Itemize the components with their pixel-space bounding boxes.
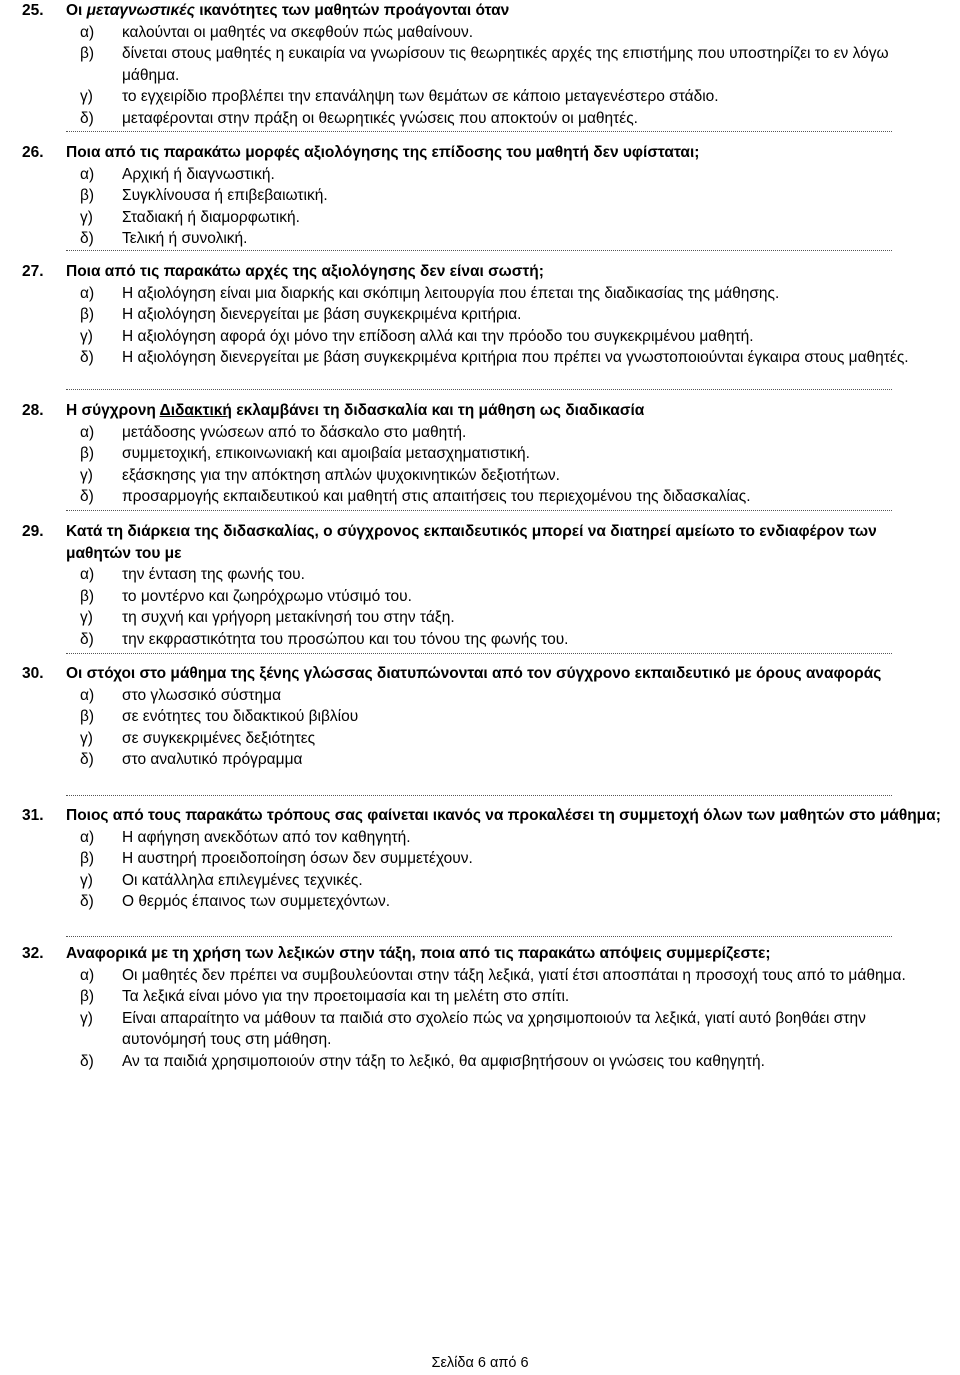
question-number: 25. [22, 2, 44, 19]
question-text: Κατά τη διάρκεια της διδασκαλίας, ο σύγχρονος εκπαιδευτικός μπορεί να διατηρεί αμείωτο το ενδιαφέρον των μαθητών του με [66, 523, 877, 562]
question-number: 28. [22, 402, 44, 419]
question-separator [66, 936, 892, 937]
option-b: β) δίνεται στους μαθητές η ευκαιρία να γνωρίσουν τις θεωρητικές αρχές της επιστήμης που υποστηρίζει το εν λόγω μάθημα. [80, 45, 889, 84]
question-separator [66, 795, 892, 796]
option-d: δ) στο αναλυτικό πρόγραμμα [80, 751, 303, 769]
question-32 [0, 943, 960, 1073]
question-separator [66, 131, 892, 132]
option-a: α) καλούνται οι μαθητές να σκεφθούν πώς μαθαίνουν. [80, 23, 474, 41]
question-30 [0, 663, 960, 771]
option-d: δ) προσαρμογής εκπαιδευτικού και μαθητή στις απαιτήσεις του περιεχομένου της διδασκαλίας. [80, 488, 751, 506]
option-d: δ) Αν τα παιδιά χρησιμοποιούν στην τάξη το λεξικό, θα αμφισβητήσουν οι γνώσεις του καθηγητή. [80, 1052, 765, 1070]
option-c: γ) σε συγκεκριμένες δεξιότητες [80, 729, 316, 747]
option-d: δ) Ο θερμός έπαινος των συμμετεχόντων. [80, 893, 391, 911]
option-b: β) συμμετοχική, επικοινωνιακή και αμοιβαία μετασχηματιστική. [80, 445, 530, 463]
question-separator [66, 250, 892, 251]
option-a: α) Η αξιολόγηση είναι μια διαρκής και σκόπιμη λειτουργία που έπεται της διαδικασίας της μάθησης. [80, 284, 780, 302]
question-separator [66, 389, 892, 390]
option-c: γ) εξάσκησης για την απόκτηση απλών ψυχοκινητικών δεξιοτήτων. [80, 466, 560, 484]
question-number: 31. [22, 807, 44, 824]
question-27 [0, 261, 960, 369]
option-c: γ) Η αξιολόγηση αφορά όχι μόνο την επίδοση αλλά και την πρόοδο του συγκεκριμένου μαθητή. [80, 327, 754, 345]
option-c: γ) Οι κατάλληλα επιλεγμένες τεχνικές. [80, 871, 363, 889]
option-a: α) την ένταση της φωνής του. [80, 566, 305, 584]
question-text: Ποια από τις παρακάτω αρχές της αξιολόγησης δεν είναι σωστή; [66, 263, 544, 280]
option-b: β) το μοντέρνο και ζωηρόχρωμο ντύσιμό του. [80, 587, 412, 605]
option-d: δ) Η αξιολόγηση διενεργείται με βάση συγκεκριμένα κριτήρια που πρέπει να γνωστοποιούνται έγκαιρα στους μαθητές. [80, 349, 909, 367]
emphasized-term: Διδακτική [159, 402, 232, 419]
emphasized-term: μεταγνωστικές [86, 2, 195, 19]
question-number: 30. [22, 665, 44, 682]
question-number: 26. [22, 144, 44, 161]
question-26 [0, 142, 960, 250]
option-c: γ) τη συχνή και γρήγορη μετακίνησή του στην τάξη. [80, 609, 455, 627]
question-number: 32. [22, 945, 44, 962]
question-text: Αναφορικά με τη χρήση των λεξικών στην τάξη, ποια από τις παρακάτω απόψεις συμμερίζεστε; [66, 945, 771, 962]
option-a: α) Οι μαθητές δεν πρέπει να συμβουλεύονται στην τάξη λεξικά, γιατί έτσι αποσπάται η προσοχή τους από το μάθημα. [80, 966, 906, 984]
option-b: β) Η αξιολόγηση διενεργείται με βάση συγκεκριμένα κριτήρια. [80, 306, 522, 324]
option-b: β) Η αυστηρή προειδοποίηση όσων δεν συμμετέχουν. [80, 850, 473, 868]
question-29 [0, 521, 960, 651]
option-d: δ) μεταφέρονται στην πράξη οι θεωρητικές γνώσεις που αποκτούν οι μαθητές. [80, 109, 638, 127]
question-text: Οι μεταγνωστικές ικανότητες των μαθητών προάγονται όταν [66, 2, 510, 19]
option-a: α) στο γλωσσικό σύστημα [80, 686, 282, 704]
question-text: Οι στόχοι στο μάθημα της ξένης γλώσσας διατυπώνονται από τον σύγχρονο εκπαιδευτικό με όρους αναφοράς [66, 665, 882, 682]
option-b: β) Συγκλίνουσα ή επιβεβαιωτική. [80, 187, 328, 205]
question-number: 29. [22, 523, 44, 540]
option-c: γ) Σταδιακή ή διαμορφωτική. [80, 208, 300, 226]
question-31 [0, 805, 960, 913]
question-25 [0, 0, 960, 130]
question-separator [66, 653, 892, 654]
option-a: α) Η αφήγηση ανεκδότων από τον καθηγητή. [80, 828, 411, 846]
page-footer: Σελίδα 6 από 6 [431, 1355, 529, 1371]
question-text: Ποιος από τους παρακάτω τρόπους σας φαίνεται ικανός να προκαλέσει τη συμμετοχή όλων των μαθητών στο μάθημα; [66, 807, 941, 824]
option-c: γ) Είναι απαραίτητο να μάθουν τα παιδιά στο σχολείο πώς να χρησιμοποιούν τα λεξικά, γιατί αυτό βοηθάει στην αυτονόμησή τους στη μάθηση. [80, 1009, 866, 1049]
question-28 [0, 400, 960, 508]
option-c: γ) το εγχειρίδιο προβλέπει την επανάληψη των θεμάτων σε κάποιο μεταγενέστερο στάδιο. [80, 88, 719, 106]
question-text: Ποια από τις παρακάτω μορφές αξιολόγησης της επίδοσης του μαθητή δεν υφίσταται; [66, 144, 700, 161]
question-separator [66, 510, 892, 511]
question-number: 27. [22, 263, 44, 280]
option-d: δ) Τελική ή συνολική. [80, 230, 248, 248]
option-a: α) Αρχική ή διαγνωστική. [80, 165, 275, 183]
question-text: Η σύγχρονη Διδακτική εκλαμβάνει τη διδασκαλία και τη μάθηση ως διαδικασία [66, 402, 645, 419]
option-d: δ) την εκφραστικότητα του προσώπου και του τόνου της φωνής του. [80, 630, 569, 648]
option-a: α) μετάδοσης γνώσεων από το δάσκαλο στο μαθητή. [80, 423, 467, 441]
option-b: β) σε ενότητες του διδακτικού βιβλίου [80, 708, 359, 726]
option-b: β) Τα λεξικά είναι μόνο για την προετοιμασία και τη μελέτη στο σπίτι. [80, 988, 570, 1006]
